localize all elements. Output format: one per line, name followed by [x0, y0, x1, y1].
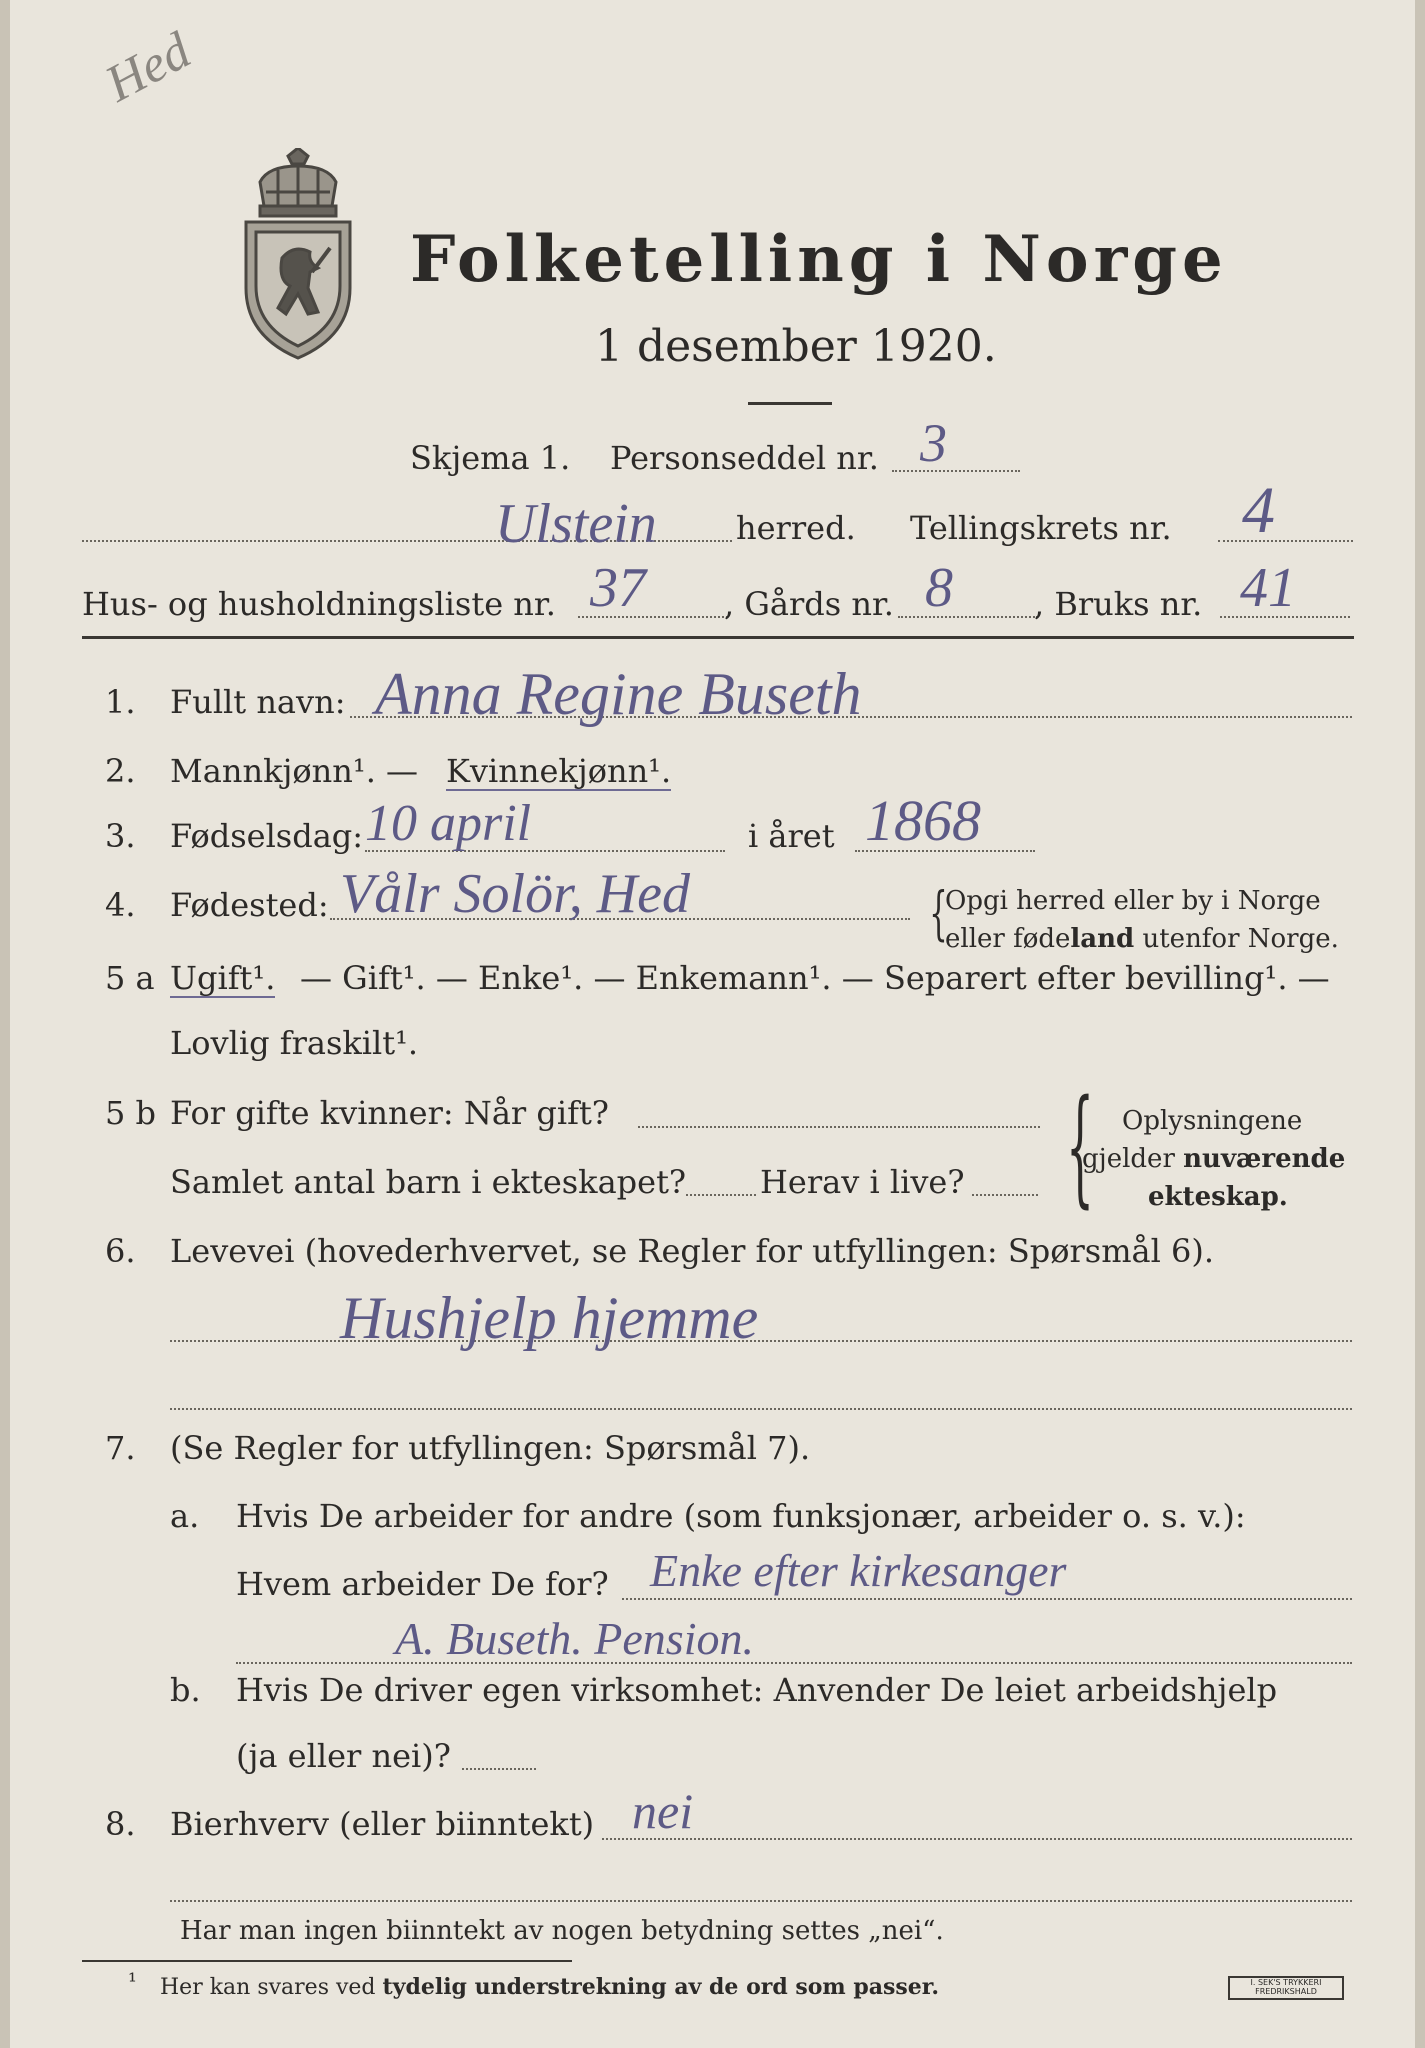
footnote-text-a: Her kan svares ved [160, 1975, 383, 2000]
q1-label: Fullt navn: [170, 683, 346, 721]
q6-label: Levevei (hovederhvervet, se Regler for utfyllingen: Spørsmål 6). [170, 1232, 1215, 1270]
q1-number: 1. [105, 683, 136, 721]
q3-year-label: i året [748, 817, 835, 855]
liste-value[interactable]: 37 [590, 557, 646, 619]
q8-label: Bierhverv (eller biinntekt) [170, 1805, 595, 1843]
footnote-mark: ¹ [128, 1970, 137, 1995]
personseddel-line [892, 470, 1020, 472]
q5a-number: 5 a [105, 959, 155, 997]
q2-number: 2. [105, 752, 136, 790]
footnote-text [160, 1976, 939, 1999]
q5a-other-options[interactable]: — Gift¹. — Enke¹. — Enkemann¹. — Separert efter bevilling¹. — [300, 959, 1330, 997]
gards-value[interactable]: 8 [925, 557, 953, 619]
personseddel-label: Personseddel nr. [610, 439, 879, 477]
corner-note: Hed [96, 22, 200, 114]
q4-note-line2-bold: land [1070, 924, 1135, 954]
q5b-note-line3 [1148, 1184, 1288, 1210]
q7b-line [462, 1768, 536, 1770]
tellingskrets-label: Tellingskrets nr. [910, 509, 1172, 547]
q7-number: 7. [105, 1429, 136, 1467]
q1-full-name-value[interactable]: Anna Regine Buseth [375, 661, 862, 727]
q4-birthplace-value[interactable]: Vålr Solör, Hed [340, 863, 690, 925]
tellingskrets-value[interactable]: 4 [1242, 474, 1275, 547]
q5b-when-married-label: For gifte kvinner: Når gift? [170, 1094, 609, 1132]
q8-line2 [170, 1900, 1352, 1902]
q6-number: 6. [105, 1232, 136, 1270]
q3-number: 3. [105, 817, 136, 855]
q5b-note-brace: { [1066, 1073, 1095, 1220]
gards-line [898, 616, 1038, 618]
q4-label: Fødested: [170, 886, 329, 924]
q5b-note-line3-bold: ekteskap. [1148, 1182, 1288, 1212]
q7b-text: Hvis De driver egen virksomhet: Anvender De leiet arbeidshjelp [236, 1671, 1278, 1709]
gards-label: , Gårds nr. [724, 585, 894, 623]
coat-of-arms-icon [238, 148, 358, 360]
bruks-label: , Bruks nr. [1034, 585, 1203, 623]
q5b-note-line2-bold: nuværende [1183, 1144, 1346, 1174]
q4-note-brace: { [929, 879, 948, 947]
q7-label: (Se Regler for utfyllingen: Spørsmål 7). [170, 1429, 811, 1467]
q7a-employer-value-line2[interactable]: A. Buseth. Pension. [395, 1613, 754, 1664]
q4-note-line2 [945, 926, 1339, 952]
q8-line [602, 1838, 1352, 1840]
title-divider [748, 402, 832, 405]
footer-note: Har man ingen biinntekt av nogen betydning settes „nei“. [180, 1916, 944, 1946]
schema-label: Skjema 1. [410, 439, 571, 477]
header-divider [82, 636, 1354, 639]
q5b-alive-line [972, 1194, 1038, 1196]
q3-year-value[interactable]: 1868 [865, 788, 981, 853]
q7a-letter: a. [170, 1497, 200, 1535]
footnote-text-bold: tydelig understrekning av de ord som passer. [382, 1974, 940, 2000]
q5b-children-label: Samlet antal barn i ekteskapet? [170, 1163, 687, 1201]
q5b-note-line2 [1082, 1146, 1345, 1172]
q5b-when-married-line [638, 1126, 1040, 1128]
census-form-page [10, 0, 1415, 2048]
footnote-divider [82, 1960, 572, 1962]
herred-value[interactable]: Ulstein [495, 493, 657, 555]
q3-birthday-value[interactable]: 10 april [365, 795, 532, 852]
q7b-label: (ja eller nei)? [236, 1737, 451, 1775]
q5b-number: 5 b [105, 1094, 157, 1132]
personseddel-value[interactable]: 3 [920, 413, 947, 473]
q7b-letter: b. [170, 1671, 201, 1709]
q7a-line1 [622, 1598, 1352, 1600]
q7a-employer-value-line1[interactable]: Enke efter kirkesanger [650, 1545, 1067, 1596]
q7a-label: Hvem arbeider De for? [236, 1565, 609, 1603]
herred-label: herred. [736, 509, 856, 547]
bruks-value[interactable]: 41 [1240, 557, 1296, 619]
q2-male-option[interactable]: Mannkjønn¹. — [170, 752, 419, 790]
q5b-note-line1: Oplysningene [1122, 1106, 1303, 1136]
printer-stamp-line1: I. SEK'S TRYKKERI [1250, 1978, 1322, 1987]
q4-note-line2-c: utenfor Norge. [1134, 924, 1339, 954]
liste-label: Hus- og husholdningsliste nr. [82, 585, 556, 623]
form-title: Folketelling i Norge [410, 222, 1228, 297]
q4-number: 4. [105, 886, 136, 924]
printer-stamp [1228, 1976, 1344, 2000]
q2-female-option[interactable]: Kvinnekjønn¹. [446, 752, 672, 790]
q8-side-income-value[interactable]: nei [632, 1783, 694, 1839]
q5b-note-line2-a: gjelder [1082, 1144, 1184, 1174]
q5a-ugift-option[interactable]: Ugift¹. [170, 959, 276, 997]
q5b-alive-label: Herav i live? [760, 1163, 965, 1201]
q4-note-line2-a: eller føde [945, 924, 1071, 954]
form-date: 1 desember 1920. [595, 321, 997, 372]
q6-occupation-value[interactable]: Hushjelp hjemme [340, 1285, 759, 1351]
q8-number: 8. [105, 1805, 136, 1843]
q6-line2 [170, 1408, 1352, 1410]
q3-label: Fødselsdag: [170, 817, 364, 855]
q5b-children-line [686, 1194, 756, 1196]
printer-stamp-line2: FREDRIKSHALD [1255, 1987, 1317, 1996]
q4-note-line1: Opgi herred eller by i Norge [945, 886, 1321, 916]
q5a-line2[interactable]: Lovlig fraskilt¹. [170, 1024, 419, 1062]
q7a-text: Hvis De arbeider for andre (som funksjonær, arbeider o. s. v.): [236, 1497, 1246, 1535]
tellingskrets-line [1218, 540, 1353, 542]
